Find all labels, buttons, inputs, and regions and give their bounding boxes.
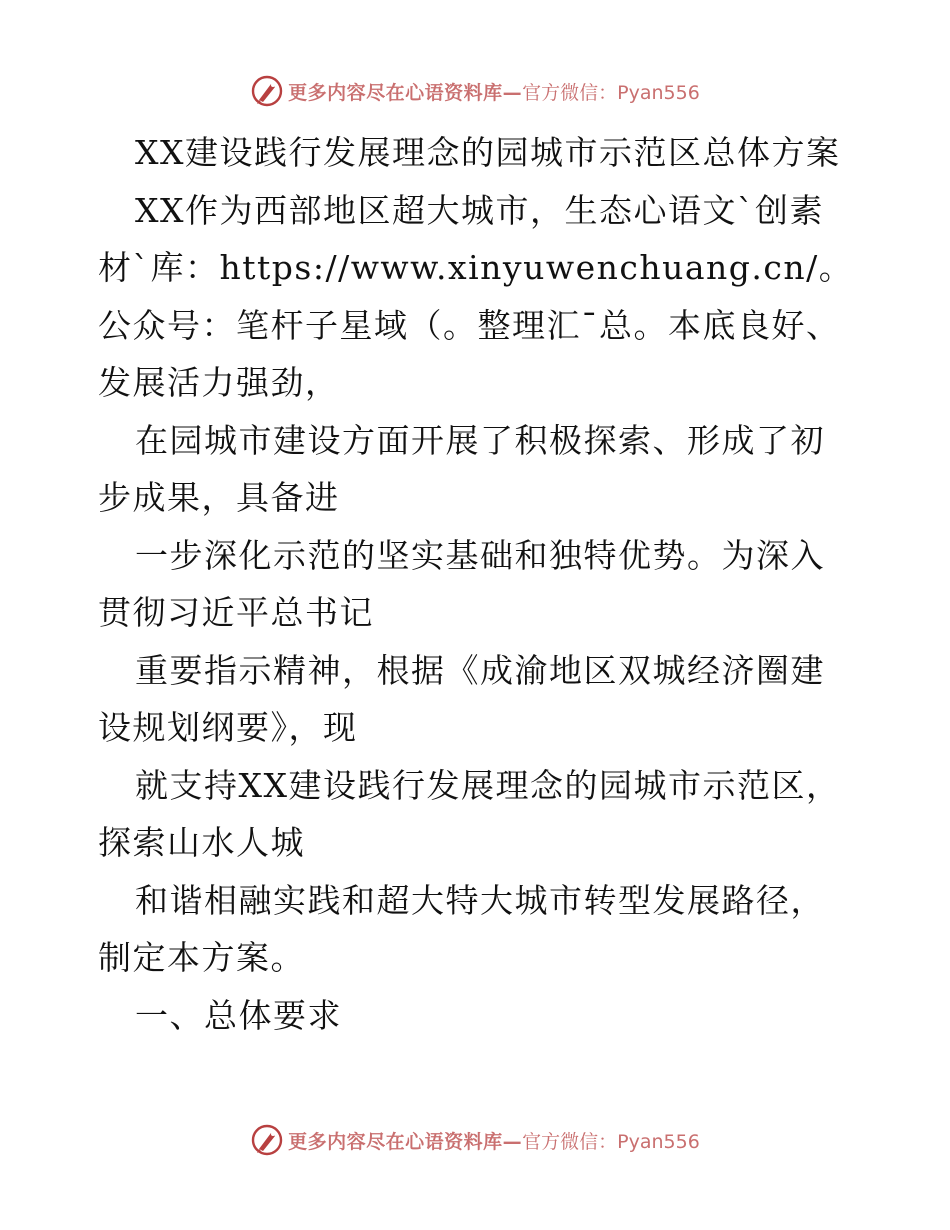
paragraph-3: 一步深化示范的坚实基础和独特优势。为深入贯彻习近平总书记 [98, 535, 825, 632]
wechat-text: 官方微信：Pyan556 [522, 81, 700, 104]
paragraph-5: 就支持XX建设践行发展理念的园城市示范区，探索山水人城 [98, 765, 841, 862]
paragraph-4: 重要指示精神，根据《成渝地区双城经济圈建设规划纲要》，现 [98, 650, 825, 747]
paragraph-2: 在园城市建设方面开展了积极探索、形成了初步成果，具备进 [98, 420, 825, 517]
promo-text: 更多内容尽在心语资料库— [288, 1130, 523, 1153]
document-body [98, 124, 858, 1044]
paragraph-1: XX作为西部地区超大城市，生态心语文`创素材`库：https://www.xinyuwenchuang.cn/。公众号：笔杆子星域（。整理汇¯总。本底良好、发展活力强劲， [98, 190, 854, 402]
header-watermark [0, 71, 950, 111]
wechat-text: 官方微信：Pyan556 [522, 1130, 700, 1153]
pen-logo-icon [250, 1123, 284, 1157]
paragraph-6: 和谐相融实践和超大特大城市转型发展路径，制定本方案。 [98, 880, 825, 977]
promo-text: 更多内容尽在心语资料库— [288, 81, 523, 104]
document-title: XX建设践行发展理念的园城市示范区总体方案 [135, 133, 841, 172]
footer-watermark [0, 1120, 950, 1160]
section-heading: 一、总体要求 [135, 995, 342, 1035]
pen-logo-icon [250, 74, 284, 108]
